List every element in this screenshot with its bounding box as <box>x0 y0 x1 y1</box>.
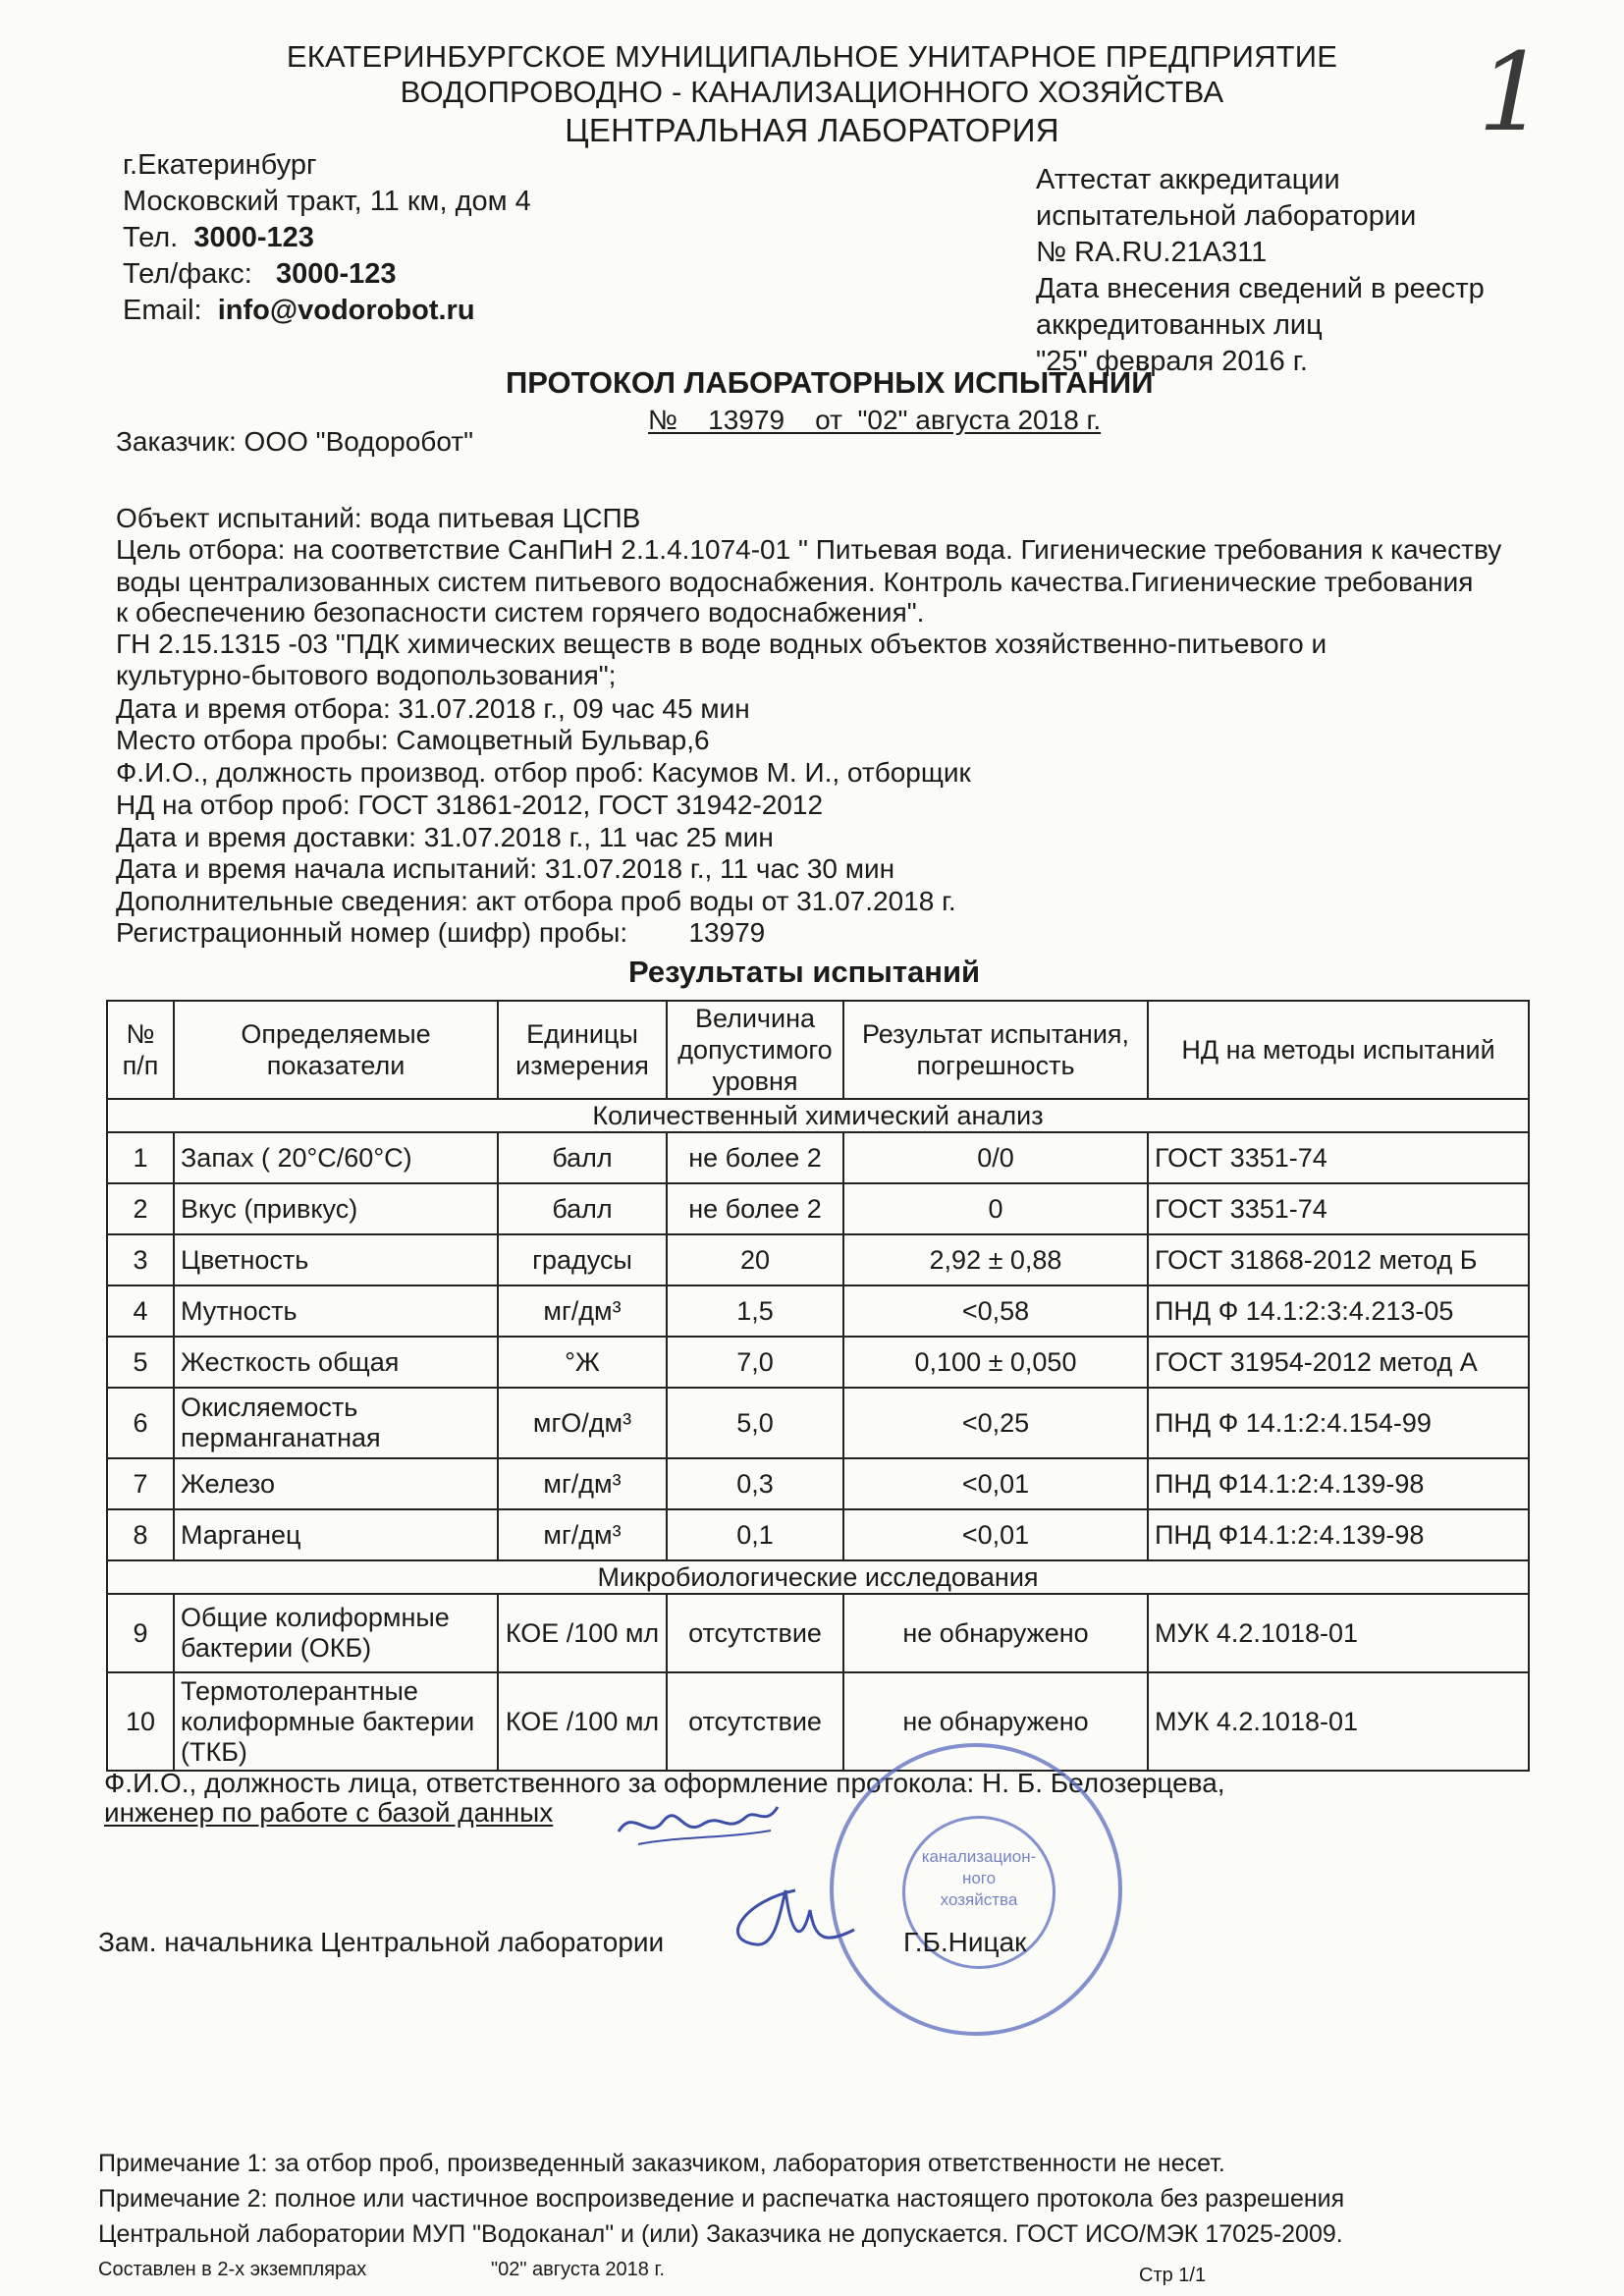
protocol-number: № 13979 от "02" августа 2018 г. <box>648 405 1102 435</box>
table-header-row <box>107 1001 1529 1099</box>
cell-limit: 0,3 <box>667 1458 843 1509</box>
nd-sampling-line: НД на отбор проб: ГОСТ 31861-2012, ГОСТ 31942-2012 <box>116 790 824 820</box>
cell-number: 1 <box>107 1132 174 1183</box>
table-row <box>107 1234 1529 1285</box>
stamp-center-text: канализацион- ного хозяйства <box>921 1847 1037 1909</box>
cell-result: 0/0 <box>843 1132 1148 1183</box>
cell-unit: КОЕ /100 мл <box>498 1672 667 1771</box>
note-2: Примечание 2: полное или частичное воспроизведение и распечатка настоящего протокола без разрешения <box>98 2185 1345 2213</box>
page-number: Стр 1/1 <box>1139 2265 1207 2286</box>
sampling-datetime: Дата и время отбора: 31.07.2018 г., 09 час 45 мин <box>116 693 750 724</box>
table-row <box>107 1285 1529 1337</box>
table-row <box>107 1388 1529 1458</box>
accreditation-block <box>1036 162 1485 380</box>
cell-result: <0,58 <box>843 1285 1148 1337</box>
cell-limit: 0,1 <box>667 1509 843 1560</box>
cell-limit: 20 <box>667 1234 843 1285</box>
cell-method: ПНД Ф14.1:2:4.139-98 <box>1148 1509 1529 1560</box>
delivery-line: Дата и время доставки: 31.07.2018 г., 11 час 25 мин <box>116 822 774 852</box>
section-microbiology <box>107 1560 1529 1594</box>
copies-note: Составлен в 2-х экземплярах <box>98 2259 367 2280</box>
table-row <box>107 1183 1529 1234</box>
cell-method: МУК 4.2.1018-01 <box>1148 1672 1529 1771</box>
cell-number: 4 <box>107 1285 174 1337</box>
footer-date: "02" августа 2018 г. <box>491 2259 665 2280</box>
cell-parameter: Вкус (привкус) <box>174 1183 498 1234</box>
purpose-line-5: культурно-бытового водопользования"; <box>116 660 617 690</box>
table-row <box>107 1509 1529 1560</box>
deputy-name: Г.Б.Ницак <box>903 1927 1027 1957</box>
cell-limit: не более 2 <box>667 1183 843 1234</box>
cell-method: ПНД Ф 14.1:2:4.154-99 <box>1148 1388 1529 1458</box>
notes-block <box>98 2146 1344 2252</box>
sampler-line: Ф.И.О., должность производ. отбор проб: Касумов М. И., отборщик <box>116 757 971 788</box>
cell-method: МУК 4.2.1018-01 <box>1148 1594 1529 1672</box>
cell-limit: 7,0 <box>667 1337 843 1388</box>
cell-method: ПНД Ф14.1:2:4.139-98 <box>1148 1458 1529 1509</box>
address: Московский тракт, 11 км, дом 4 <box>123 186 531 217</box>
cell-result: 2,92 ± 0,88 <box>843 1234 1148 1285</box>
official-stamp <box>830 1743 1122 2036</box>
cell-number: 8 <box>107 1509 174 1560</box>
col-header-method: НД на методы испытаний <box>1148 1001 1529 1099</box>
cell-parameter: Запах ( 20°С/60°С) <box>174 1132 498 1183</box>
org-line-2: ВОДОПРОВОДНО - КАНАЛИЗАЦИОННОГО ХОЗЯЙСТВА <box>400 75 1224 109</box>
cell-result: <0,01 <box>843 1458 1148 1509</box>
cell-result: не обнаружено <box>843 1672 1148 1771</box>
section-chemical <box>107 1099 1529 1132</box>
cell-result: не обнаружено <box>843 1594 1148 1672</box>
cell-parameter: Окисляемость перманганатная <box>174 1388 498 1458</box>
table-row <box>107 1132 1529 1183</box>
purpose-line-2: воды централизованных систем питьевого водоснабжения. Контроль качества.Гигиенические требования <box>116 567 1474 597</box>
cell-method: ГОСТ 31954-2012 метод А <box>1148 1337 1529 1388</box>
cell-parameter: Железо <box>174 1458 498 1509</box>
tel-line <box>123 220 531 256</box>
cell-number: 7 <box>107 1458 174 1509</box>
cell-parameter: Марганец <box>174 1509 498 1560</box>
purpose-line-3: к обеспечению безопасности систем горячего водоснабжения". <box>116 597 925 628</box>
sampling-place: Место отбора пробы: Самоцветный Бульвар,6 <box>116 725 710 755</box>
cell-unit: мг/дм³ <box>498 1285 667 1337</box>
accreditation-line: "25" февраля 2016 г. <box>1036 346 1308 377</box>
cell-unit: °Ж <box>498 1337 667 1388</box>
object-line: Объект испытаний: вода питьевая ЦСПВ <box>116 503 641 533</box>
cell-unit: мг/дм³ <box>498 1458 667 1509</box>
cell-limit: отсутствие <box>667 1594 843 1672</box>
cell-method: ПНД Ф 14.1:2:3:4.213-05 <box>1148 1285 1529 1337</box>
customer-line: Заказчик: ООО "Водоробот" <box>116 426 474 457</box>
fax-label: Тел/факс: <box>123 258 252 290</box>
col-header-result: Результат испытания, погрешность <box>843 1001 1148 1099</box>
tel-label: Тел. <box>123 222 179 253</box>
cell-method: ГОСТ 3351-74 <box>1148 1183 1529 1234</box>
col-header-limit: Величина допустимого уровня <box>667 1001 843 1099</box>
section-microbiology-label: Микробиологические исследования <box>107 1560 1529 1594</box>
cell-limit: не более 2 <box>667 1132 843 1183</box>
cell-result: 0 <box>843 1183 1148 1234</box>
city: г.Екатеринбург <box>123 149 317 181</box>
fax-line <box>123 256 531 293</box>
cell-unit: КОЕ /100 мл <box>498 1594 667 1672</box>
deputy-title: Зам. начальника Центральной лаборатории <box>98 1927 665 1957</box>
cell-number: 6 <box>107 1388 174 1458</box>
cell-result: 0,100 ± 0,050 <box>843 1337 1148 1388</box>
cell-parameter: Цветность <box>174 1234 498 1285</box>
section-chemical-label: Количественный химический анализ <box>107 1099 1529 1132</box>
col-header-parameter: Определяемые показатели <box>174 1001 498 1099</box>
cell-unit: мг/дм³ <box>498 1509 667 1560</box>
tel-value: 3000-123 <box>193 222 314 253</box>
contacts-block <box>123 147 531 329</box>
cell-unit: мгО/дм³ <box>498 1388 667 1458</box>
table-row <box>107 1594 1529 1672</box>
col-header-unit: Единицы измерения <box>498 1001 667 1099</box>
cell-limit: 1,5 <box>667 1285 843 1337</box>
cell-result: <0,01 <box>843 1509 1148 1560</box>
additional-line: Дополнительные сведения: акт отбора проб воды от 31.07.2018 г. <box>116 886 956 916</box>
handwritten-page-mark: 1 <box>1478 29 1546 155</box>
email-value: info@vodorobot.ru <box>217 295 475 326</box>
cell-parameter: Мутность <box>174 1285 498 1337</box>
table-row <box>107 1672 1529 1771</box>
cell-number: 3 <box>107 1234 174 1285</box>
cell-parameter: Общие колиформные бактерии (ОКБ) <box>174 1594 498 1672</box>
protocol-title: ПРОТОКОЛ ЛАБОРАТОРНЫХ ИСПЫТАНИЙ <box>506 365 1154 400</box>
cell-unit: балл <box>498 1132 667 1183</box>
responsible-line-2: инженер по работе с базой данных <box>104 1797 554 1828</box>
cell-unit: балл <box>498 1183 667 1234</box>
fax-value: 3000-123 <box>275 258 397 290</box>
purpose-line-1: Цель отбора: на соответствие СанПиН 2.1.4.1074-01 " Питьевая вода. Гигиенические требования к качеству <box>116 534 1502 565</box>
test-start-line: Дата и время начала испытаний: 31.07.2018 г., 11 час 30 мин <box>116 853 895 884</box>
accreditation-line: Дата внесения сведений в реестр <box>1036 273 1485 304</box>
cell-method: ГОСТ 3351-74 <box>1148 1132 1529 1183</box>
cell-parameter: Жесткость общая <box>174 1337 498 1388</box>
purpose-line-4: ГН 2.15.1315 -03 "ПДК химических веществ в воде водных объектов хозяйственно-питьевого и <box>116 629 1327 659</box>
cell-unit: градусы <box>498 1234 667 1285</box>
cell-number: 5 <box>107 1337 174 1388</box>
org-line-1: ЕКАТЕРИНБУРГСКОЕ МУНИЦИПАЛЬНОЕ УНИТАРНОЕ ПРЕДПРИЯТИЕ <box>286 39 1338 74</box>
cell-limit: отсутствие <box>667 1672 843 1771</box>
cell-parameter: Термотолерантные колиформные бактерии (ТКБ) <box>174 1672 498 1771</box>
table-row <box>107 1458 1529 1509</box>
cell-method: ГОСТ 31868-2012 метод Б <box>1148 1234 1529 1285</box>
accreditation-line: № RA.RU.21A311 <box>1036 237 1268 268</box>
accreditation-line: Аттестат аккредитации <box>1036 164 1340 195</box>
reg-number-line: Регистрационный номер (шифр) пробы: 13979 <box>116 917 766 948</box>
signature-belozertseva <box>609 1787 785 1856</box>
cell-number: 10 <box>107 1672 174 1771</box>
email-line <box>123 293 531 329</box>
signature-nitsak <box>707 1871 864 1979</box>
accreditation-line: испытательной лаборатории <box>1036 200 1417 232</box>
col-header-number: № п/п <box>107 1001 174 1099</box>
org-line-3: ЦЕНТРАЛЬНАЯ ЛАБОРАТОРИЯ <box>565 112 1059 148</box>
email-label: Email: <box>123 295 202 326</box>
cell-number: 9 <box>107 1594 174 1672</box>
accreditation-line: аккредитованных лиц <box>1036 309 1323 341</box>
results-table <box>106 1000 1530 1772</box>
table-row <box>107 1337 1529 1388</box>
results-title: Результаты испытаний <box>628 955 981 989</box>
note-3: Центральной лаборатории МУП "Водоканал" и (или) Заказчика не допускается. ГОСТ ИСО/МЭК 17025-2009. <box>98 2220 1343 2248</box>
cell-number: 2 <box>107 1183 174 1234</box>
cell-result: <0,25 <box>843 1388 1148 1458</box>
responsible-line-1: Ф.И.О., должность лица, ответственного за оформление протокола: Н. Б. Белозерцева, <box>104 1768 1225 1798</box>
note-1: Примечание 1: за отбор проб, произведенный заказчиком, лаборатория ответственности не несет. <box>98 2150 1225 2177</box>
cell-limit: 5,0 <box>667 1388 843 1458</box>
